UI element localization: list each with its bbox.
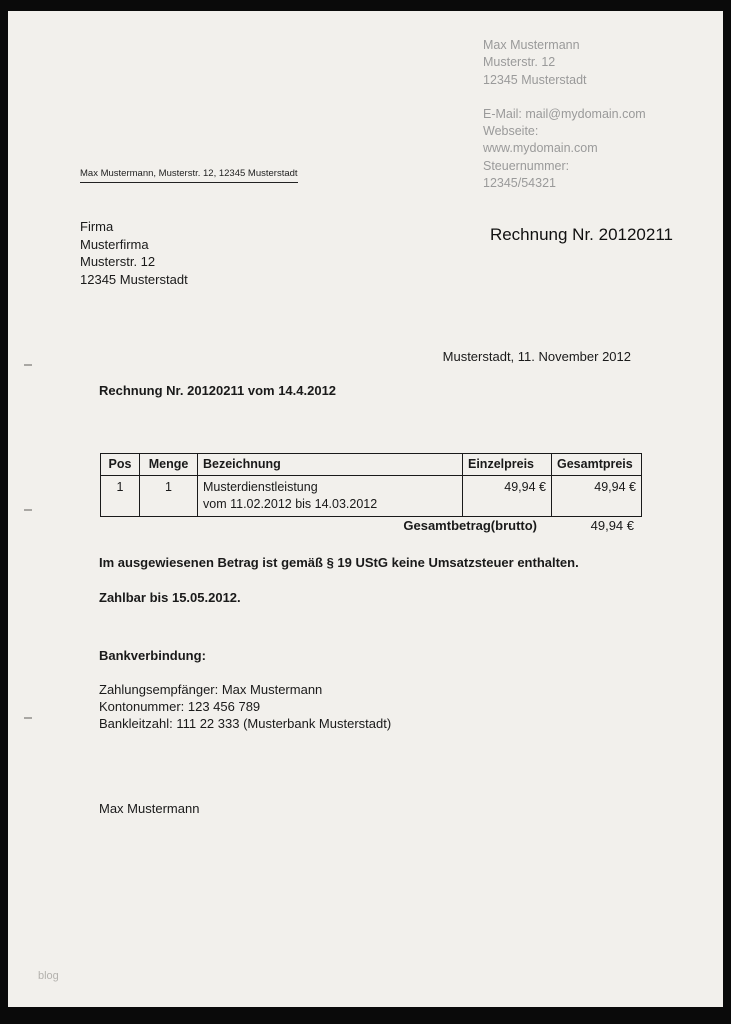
sender-name: Max Mustermann xyxy=(483,38,580,52)
total-label: Gesamtbetrag(brutto) xyxy=(403,518,537,533)
sender-street: Musterstr. 12 xyxy=(483,55,556,70)
bank-details-heading: Bankverbindung: xyxy=(99,648,206,663)
header-menge: Menge xyxy=(140,454,198,476)
watermark-text: blog xyxy=(38,970,59,982)
total-row xyxy=(100,518,641,533)
bank-code-line: Bankleitzahl: 111 22 333 (Musterbank Musterstadt) xyxy=(99,716,392,731)
spacer xyxy=(483,89,693,106)
sender-taxnumber: 12345/54321 xyxy=(483,176,556,191)
bezeichnung-line1: Musterdienstleistung xyxy=(203,480,318,494)
recipient-line: 12345 Musterstadt xyxy=(80,271,188,287)
bank-details-block xyxy=(99,681,391,732)
place-date-line: Musterstadt, 11. November 2012 xyxy=(442,349,631,364)
total-value: 49,94 € xyxy=(590,518,634,533)
sender-website-url: www.mydomain.com xyxy=(483,141,598,156)
recipient-line: Firma xyxy=(80,219,114,234)
recipient-address-block xyxy=(80,218,188,288)
bank-account-line: Kontonummer: 123 456 789 xyxy=(99,699,261,714)
sender-city: 12345 Musterstadt xyxy=(483,72,587,87)
header-bezeichnung: Bezeichnung xyxy=(198,454,463,476)
table-header-row xyxy=(101,454,642,476)
cell-einzelpreis: 49,94 € xyxy=(463,476,552,517)
invoice-items-table xyxy=(100,453,642,517)
cell-bezeichnung xyxy=(198,476,463,517)
bezeichnung-line2: vom 11.02.2012 bis 14.03.2012 xyxy=(203,497,378,511)
subject-line: Rechnung Nr. 20120211 vom 14.4.2012 xyxy=(99,383,337,398)
payment-due-note: Zahlbar bis 15.05.2012. xyxy=(99,590,241,605)
sender-email: E-Mail: mail@mydomain.com xyxy=(483,106,646,121)
sender-website-label: Webseite: xyxy=(483,124,539,139)
return-address-line: Max Mustermann, Musterstr. 12, 12345 Musterstadt xyxy=(80,168,298,183)
sender-address-block xyxy=(483,37,693,192)
header-einzelpreis: Einzelpreis xyxy=(463,454,552,476)
cell-menge: 1 xyxy=(140,476,198,517)
fold-mark xyxy=(24,364,32,366)
tax-exemption-note: Im ausgewiesenen Betrag ist gemäß § 19 UStG keine Umsatzsteuer enthalten. xyxy=(99,555,579,570)
recipient-line: Musterstr. 12 xyxy=(80,254,156,269)
bank-payee-line: Zahlungsempfänger: Max Mustermann xyxy=(99,682,323,697)
fold-mark xyxy=(24,717,32,719)
recipient-line: Musterfirma xyxy=(80,236,149,252)
invoice-title: Rechnung Nr. 20120211 xyxy=(489,225,673,244)
header-gesamtpreis: Gesamtpreis xyxy=(552,454,642,476)
signature-name: Max Mustermann xyxy=(99,801,200,816)
cell-pos: 1 xyxy=(101,476,140,517)
sender-taxnumber-label: Steuernummer: xyxy=(483,158,570,173)
fold-mark xyxy=(24,509,32,511)
cell-gesamtpreis: 49,94 € xyxy=(552,476,642,517)
table-row xyxy=(101,476,642,517)
header-pos: Pos xyxy=(101,454,140,476)
